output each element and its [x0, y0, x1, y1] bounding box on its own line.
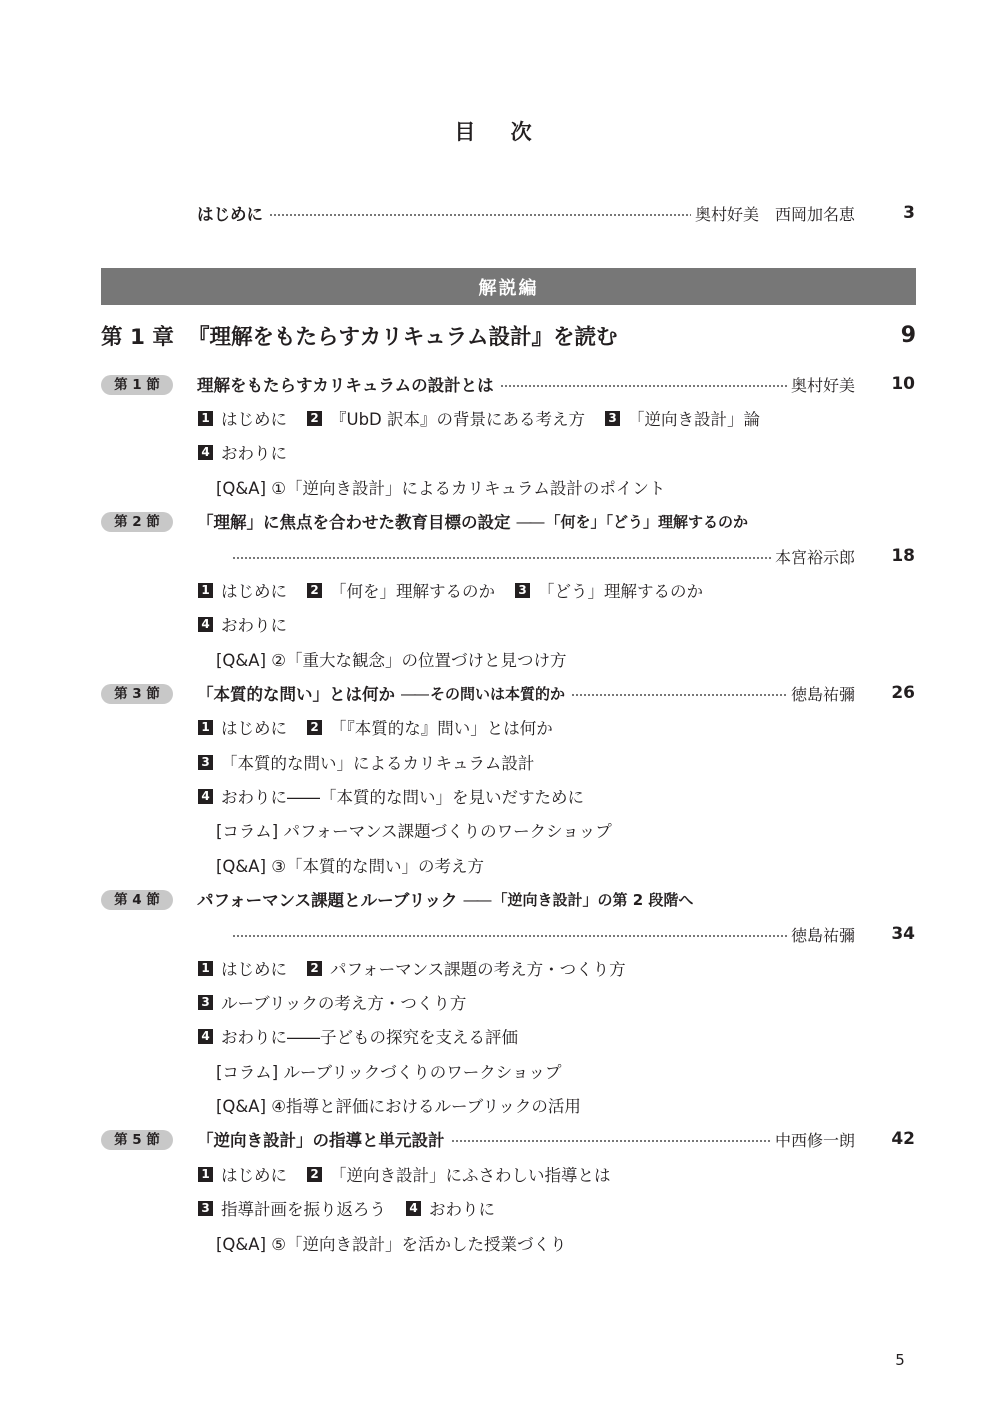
subsection-label: 「何を」理解するのか: [330, 582, 495, 601]
subsection-item[interactable]: [198, 1196, 386, 1220]
number-box-icon: 1: [198, 720, 213, 735]
section-entry-continued[interactable]: [232, 919, 915, 949]
number-box-icon: 2: [307, 1167, 322, 1182]
chapter-entry[interactable]: [101, 318, 916, 352]
subsection-item[interactable]: [198, 750, 534, 774]
section-badge: 第 4 節: [101, 890, 173, 910]
section-badge: 第 1 節: [101, 375, 173, 395]
subsection-item[interactable]: [307, 956, 626, 980]
subsection-item[interactable]: [198, 578, 287, 602]
subsection-item[interactable]: [198, 715, 287, 739]
chapter-number: 第 1 章: [101, 324, 174, 350]
number-box-icon: 3: [198, 1201, 213, 1216]
subsection-item[interactable]: [198, 612, 287, 636]
subsection-line: [198, 575, 723, 605]
subsection-label: おわりに――「本質的な問い」を見いだすために: [221, 788, 584, 807]
section-entry[interactable]: [197, 884, 915, 914]
number-box-icon: 4: [198, 789, 213, 804]
subsection-line: [198, 781, 604, 811]
subsection-item[interactable]: [406, 1196, 495, 1220]
subsection-label: 「『本質的な』問い」とは何か: [330, 719, 553, 738]
intro-page: 3: [903, 203, 915, 223]
section-page: 34: [891, 924, 915, 944]
subsection-item[interactable]: [198, 406, 287, 430]
number-box-icon: 4: [198, 445, 213, 460]
subsection-line: [198, 1159, 631, 1189]
section-entry[interactable]: [197, 1124, 915, 1154]
subsection-line: [198, 987, 486, 1017]
number-box-icon: 2: [307, 961, 322, 976]
subsection-label: 「逆向き設計」論: [628, 410, 761, 429]
subsection-line: [198, 747, 554, 777]
subsection-item[interactable]: [307, 578, 495, 602]
section-entry[interactable]: [197, 369, 915, 399]
number-box-icon: 2: [307, 583, 322, 598]
extra-item[interactable]: [Q&A] ②「重大な観念」の位置づけと見つけ方: [216, 651, 567, 670]
subsection-item[interactable]: [198, 956, 287, 980]
number-box-icon: 1: [198, 583, 213, 598]
chapter-title: 『理解をもたらすカリキュラム設計』を読む: [187, 324, 618, 350]
extra-item[interactable]: [Q&A] ③「本質的な問い」の考え方: [216, 857, 485, 876]
number-box-icon: 1: [198, 961, 213, 976]
leader-dots: [269, 214, 691, 216]
section-entry[interactable]: [197, 506, 915, 536]
section-page: 18: [891, 546, 915, 566]
number-box-icon: 3: [198, 995, 213, 1010]
section-title: 「逆向き設計」の指導と単元設計: [197, 1131, 445, 1150]
subsection-label: ルーブリックの考え方・つくり方: [221, 994, 467, 1013]
section-author: 徳島祐彌: [790, 925, 855, 945]
section-title: 「本質的な問い」とは何か: [197, 685, 395, 704]
leader-dots: [500, 385, 787, 387]
subsection-item[interactable]: [605, 406, 760, 430]
extra-item[interactable]: [コラム] パフォーマンス課題づくりのワークショップ: [216, 822, 612, 841]
number-box-icon: 3: [198, 755, 213, 770]
section-page: 26: [891, 683, 915, 703]
section-subtitle: ―― 「何を」「どう」理解するのか: [517, 511, 749, 532]
subsection-label: おわりに――子どもの探究を支える評価: [221, 1028, 518, 1047]
leader-dots: [571, 694, 787, 696]
number-box-icon: 1: [198, 411, 213, 426]
section-author: 徳島祐彌: [790, 684, 855, 704]
number-box-icon: 1: [198, 1167, 213, 1182]
page-number: 5: [895, 1351, 905, 1369]
extra-item[interactable]: [Q&A] ⑤「逆向き設計」を活かした授業づくり: [216, 1235, 567, 1254]
subsection-line: [198, 1193, 515, 1223]
subsection-line: [198, 609, 307, 639]
subsection-line: [198, 953, 646, 983]
subsection-label: 「どう」理解するのか: [538, 582, 703, 601]
subsection-label: おわりに: [221, 616, 287, 635]
section-title: 理解をもたらすカリキュラムの設計とは: [197, 376, 494, 395]
number-box-icon: 2: [307, 411, 322, 426]
subsection-item[interactable]: [307, 1162, 611, 1186]
subsection-item[interactable]: [307, 406, 585, 430]
subsection-label: 「逆向き設計」にふさわしい指導とは: [330, 1166, 611, 1185]
section-badge: 第 5 節: [101, 1130, 173, 1150]
subsection-line: [198, 437, 307, 467]
subsection-line: [198, 712, 573, 742]
subsection-label: おわりに: [221, 444, 287, 463]
section-page: 42: [891, 1129, 915, 1149]
subsection-label: パフォーマンス課題の考え方・つくり方: [330, 960, 626, 979]
intro-authors: 奥村好美 西岡加名恵: [694, 204, 855, 224]
section-subtitle: ―― 「逆向き設計」の第 2 段階へ: [464, 889, 694, 910]
subsection-item[interactable]: [198, 440, 287, 464]
section-author: 本宮裕示郎: [774, 547, 855, 567]
section-badge: 第 2 節: [101, 512, 173, 532]
subsection-item[interactable]: [198, 784, 584, 808]
subsection-label: 『UbD 訳本』の背景にある考え方: [330, 410, 586, 429]
chapter-page: 9: [900, 322, 916, 348]
subsection-item[interactable]: [198, 1024, 518, 1048]
number-box-icon: 4: [198, 617, 213, 632]
extra-item[interactable]: [コラム] ルーブリックづくりのワークショップ: [216, 1063, 562, 1082]
subsection-label: はじめに: [221, 960, 287, 979]
toc-title: 目 次: [454, 120, 546, 144]
section-entry-continued[interactable]: [232, 541, 915, 571]
section-page: 10: [891, 374, 915, 394]
number-box-icon: 2: [307, 720, 322, 735]
subsection-label: 「本質的な問い」によるカリキュラム設計: [221, 754, 535, 773]
subsection-line: [198, 403, 780, 433]
extra-item[interactable]: [Q&A] ①「逆向き設計」によるカリキュラム設計のポイント: [216, 479, 666, 498]
section-subtitle: ―― その問いは本質的か: [401, 683, 565, 704]
section-author: 奥村好美: [790, 375, 855, 395]
subsection-item[interactable]: [198, 990, 466, 1014]
section-badge: 第 3 節: [101, 684, 173, 704]
extra-item[interactable]: [Q&A] ④指導と評価におけるルーブリックの活用: [216, 1097, 581, 1116]
intro-entry[interactable]: [197, 198, 915, 228]
subsection-item[interactable]: [307, 715, 553, 739]
leader-dots: [451, 1140, 771, 1142]
subsection-label: おわりに: [429, 1200, 495, 1219]
subsection-line: [198, 1021, 538, 1051]
leader-dots: [232, 557, 771, 559]
part-band: 解説編: [101, 268, 916, 305]
subsection-label: はじめに: [221, 719, 287, 738]
subsection-label: はじめに: [221, 1166, 287, 1185]
section-entry[interactable]: [197, 678, 915, 708]
subsection-item[interactable]: [515, 578, 703, 602]
subsection-label: はじめに: [221, 582, 287, 601]
subsection-label: 指導計画を振り返ろう: [221, 1200, 386, 1219]
number-box-icon: 3: [605, 411, 620, 426]
section-author: 中西修一朗: [774, 1130, 855, 1150]
section-title: パフォーマンス課題とルーブリック: [197, 891, 458, 910]
leader-dots: [232, 935, 787, 937]
intro-title: はじめに: [197, 205, 263, 224]
number-box-icon: 4: [406, 1201, 421, 1216]
number-box-icon: 4: [198, 1029, 213, 1044]
number-box-icon: 3: [515, 583, 530, 598]
section-title: 「理解」に焦点を合わせた教育目標の設定: [197, 513, 511, 532]
subsection-item[interactable]: [198, 1162, 287, 1186]
subsection-label: はじめに: [221, 410, 287, 429]
